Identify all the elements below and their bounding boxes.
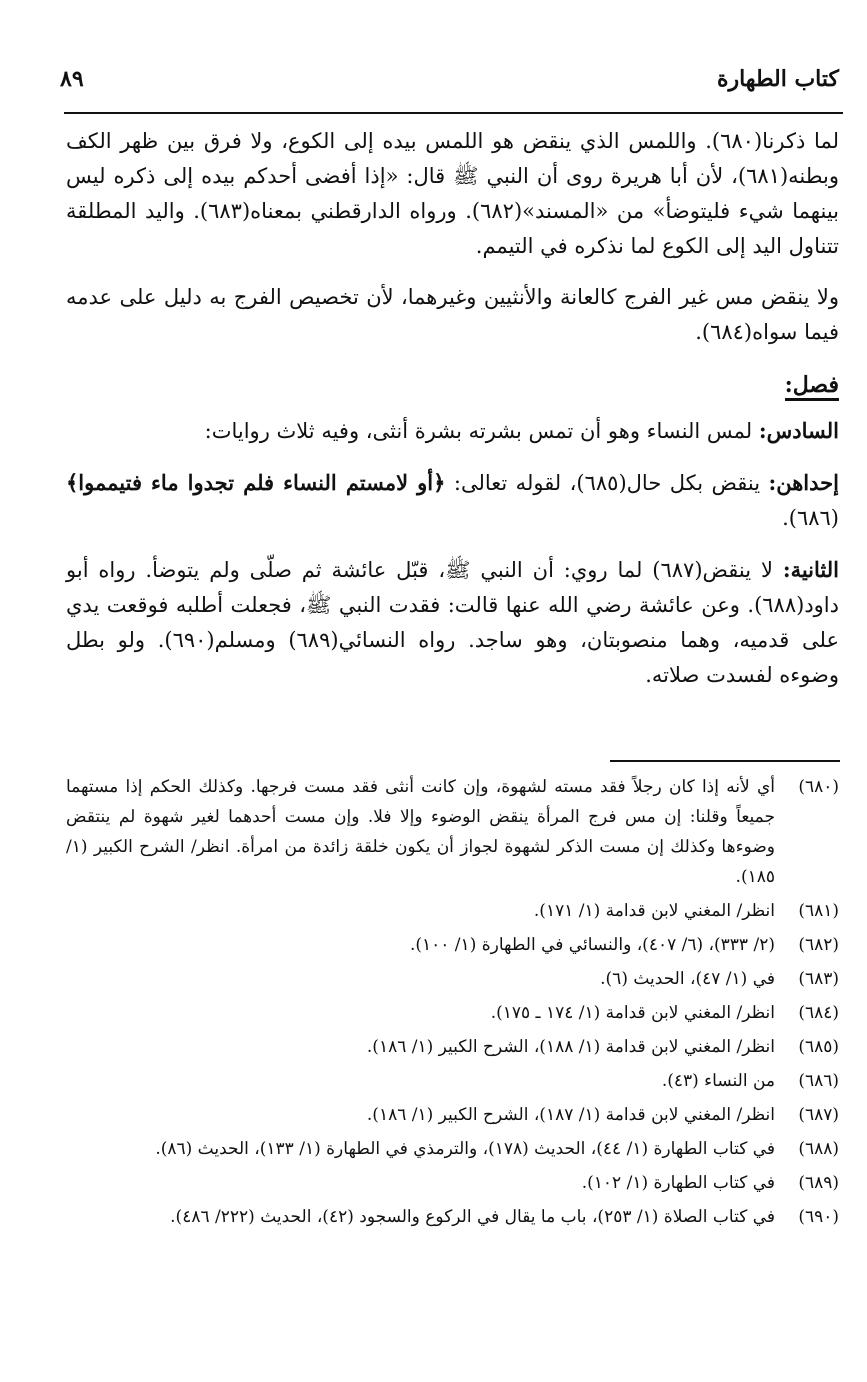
running-title: كتاب الطهارة: [716, 66, 839, 92]
paragraph-5: [66, 552, 839, 693]
paragraph-4-lead: إحداهن:: [768, 470, 839, 495]
footnote: [66, 1168, 839, 1198]
footnote: [66, 930, 839, 960]
paragraph-3: [66, 413, 839, 449]
footnote-text: انظر/ المغني لابن قدامة (١/ ١٧٤ ـ ١٧٥).: [490, 1003, 775, 1023]
footnote: [66, 998, 839, 1028]
footnote-text: انظر/ المغني لابن قدامة (١/ ١٨٧)، الشرح الكبير (١/ ١٨٦).: [366, 1105, 775, 1125]
footnote: [66, 1202, 839, 1232]
footnote-number: (٦٨٣): [798, 969, 839, 989]
page-number: ٨٩: [60, 66, 84, 92]
header-rule: [64, 112, 843, 114]
footnote-number: (٦٨٦): [798, 1071, 839, 1091]
section-heading-label: فصل:: [785, 372, 839, 401]
footnote-number: (٦٩٠): [798, 1207, 839, 1227]
footnote: [66, 1032, 839, 1062]
paragraph-1: لما ذكرنا(٦٨٠). واللمس الذي ينقض هو اللمس بيده إلى الكوع، ولا فرق بين ظهر الكف وبطنه(٦٨١)، لأن أبا هريرة روى أن النبي ﷺ قال: «إذا أفضى أحدكم بيده إلى ذكره ليس بينهما شيء فليتوضأ» من «المسند»(٦٨٢). ورواه الدارقطني بمعناه(٦٨٣). واليد المطلقة تتناول اليد إلى الكوع لما نذكره في التيمم.: [66, 129, 839, 258]
footnotes: [66, 772, 839, 1236]
footnote-number: (٦٨٠): [798, 777, 839, 797]
quran-quote: ﴿أو لامستم النساء فلم تجدوا ماء فتيمموا﴾: [66, 470, 446, 495]
paragraph-4: [66, 465, 839, 536]
footnote-text: أي لأنه إذا كان رجلاً فقد مسته لشهوة، وإن كانت أنثى فقد مست فرجها. وكذلك الحكم إذا مستهما جميعاً وقلنا: إن مس فرج المرأة ينقض الوضوء وإلا فلا. وإن مست أحدهما لغير شهوة لم ينتقض وضوءها وكذلك إن مست الذكر لشهوة لجواز أن يكون خلقة زائدة من امرأة. انظر/ الشرح الكبير (١/ ١٨٥).: [66, 777, 775, 887]
footnote: [66, 964, 839, 994]
paragraph-3-lead: السادس:: [758, 418, 839, 443]
footnote-text: انظر/ المغني لابن قدامة (١/ ١٧١).: [533, 901, 775, 921]
footnote-number: (٦٨٨): [798, 1139, 839, 1159]
paragraph-3-text: لمس النساء وهو أن تمس بشرته بشرة أنثى، وفيه ثلاث روايات:: [204, 419, 759, 443]
footnote: [66, 1134, 839, 1164]
footnote-rule: [610, 760, 840, 762]
paragraph-4-text: ينقض بكل حال(٦٨٥)، لقوله تعالى:: [445, 471, 769, 495]
footnote-text: في كتاب الطهارة (١/ ١٠٢).: [581, 1173, 775, 1193]
page-header: [60, 58, 839, 98]
footnote-number: (٦٨٧): [798, 1105, 839, 1125]
footnote: [66, 896, 839, 926]
footnote-text: من النساء (٤٣).: [661, 1071, 775, 1091]
main-text: [66, 124, 839, 709]
paragraph-4-end: (٦٨٦).: [782, 506, 839, 530]
paragraph-5-lead: الثانية:: [782, 557, 839, 582]
paragraph-2: ولا ينقض مس غير الفرج كالعانة والأنثيين وغيرهما، لأن تخصيص الفرج به دليل على عدمه فيما سواه(٦٨٤).: [66, 285, 839, 344]
footnote-number: (٦٨٤): [798, 1003, 839, 1023]
footnote-text: في كتاب الصلاة (١/ ٢٥٣)، باب ما يقال في الركوع والسجود (٤٢)، الحديث (٢٢٢/ ٤٨٦).: [170, 1207, 775, 1227]
section-heading: [66, 368, 839, 403]
footnote: [66, 772, 839, 892]
footnote-number: (٦٨٥): [798, 1037, 839, 1057]
footnote-text: في كتاب الطهارة (١/ ٤٤)، الحديث (١٧٨)، والترمذي في الطهارة (١/ ١٣٣)، الحديث (٨٦).: [155, 1139, 775, 1159]
footnote-number: (٦٨١): [798, 901, 839, 921]
footnote-text: في (١/ ٤٧)، الحديث (٦).: [600, 969, 775, 989]
footnote-text: (٢/ ٣٣٣)، (٦/ ٤٠٧)، والنسائي في الطهارة (١/ ١٠٠).: [409, 935, 775, 955]
footnote: [66, 1066, 839, 1096]
footnote-text: انظر/ المغني لابن قدامة (١/ ١٨٨)، الشرح الكبير (١/ ١٨٦).: [366, 1037, 775, 1057]
footnote: [66, 1100, 839, 1130]
footnote-number: (٦٨٩): [798, 1173, 839, 1193]
footnote-number: (٦٨٢): [798, 935, 839, 955]
paragraph-5-text: لا ينقض(٦٨٧) لما روي: أن النبي ﷺ، قبّل عائشة ثم صلّى ولم يتوضأ. رواه أبو داود(٦٨٨). وعن عائشة رضي الله عنها قالت: فقدت النبي ﷺ، فجعلت أطلبه فوقعت يدي على قدميه، وهما منصوبتان، وهو ساجد. رواه النسائي(٦٨٩) ومسلم(٦٩٠). ولو بطل وضوءه لفسدت صلاته.: [66, 558, 839, 687]
